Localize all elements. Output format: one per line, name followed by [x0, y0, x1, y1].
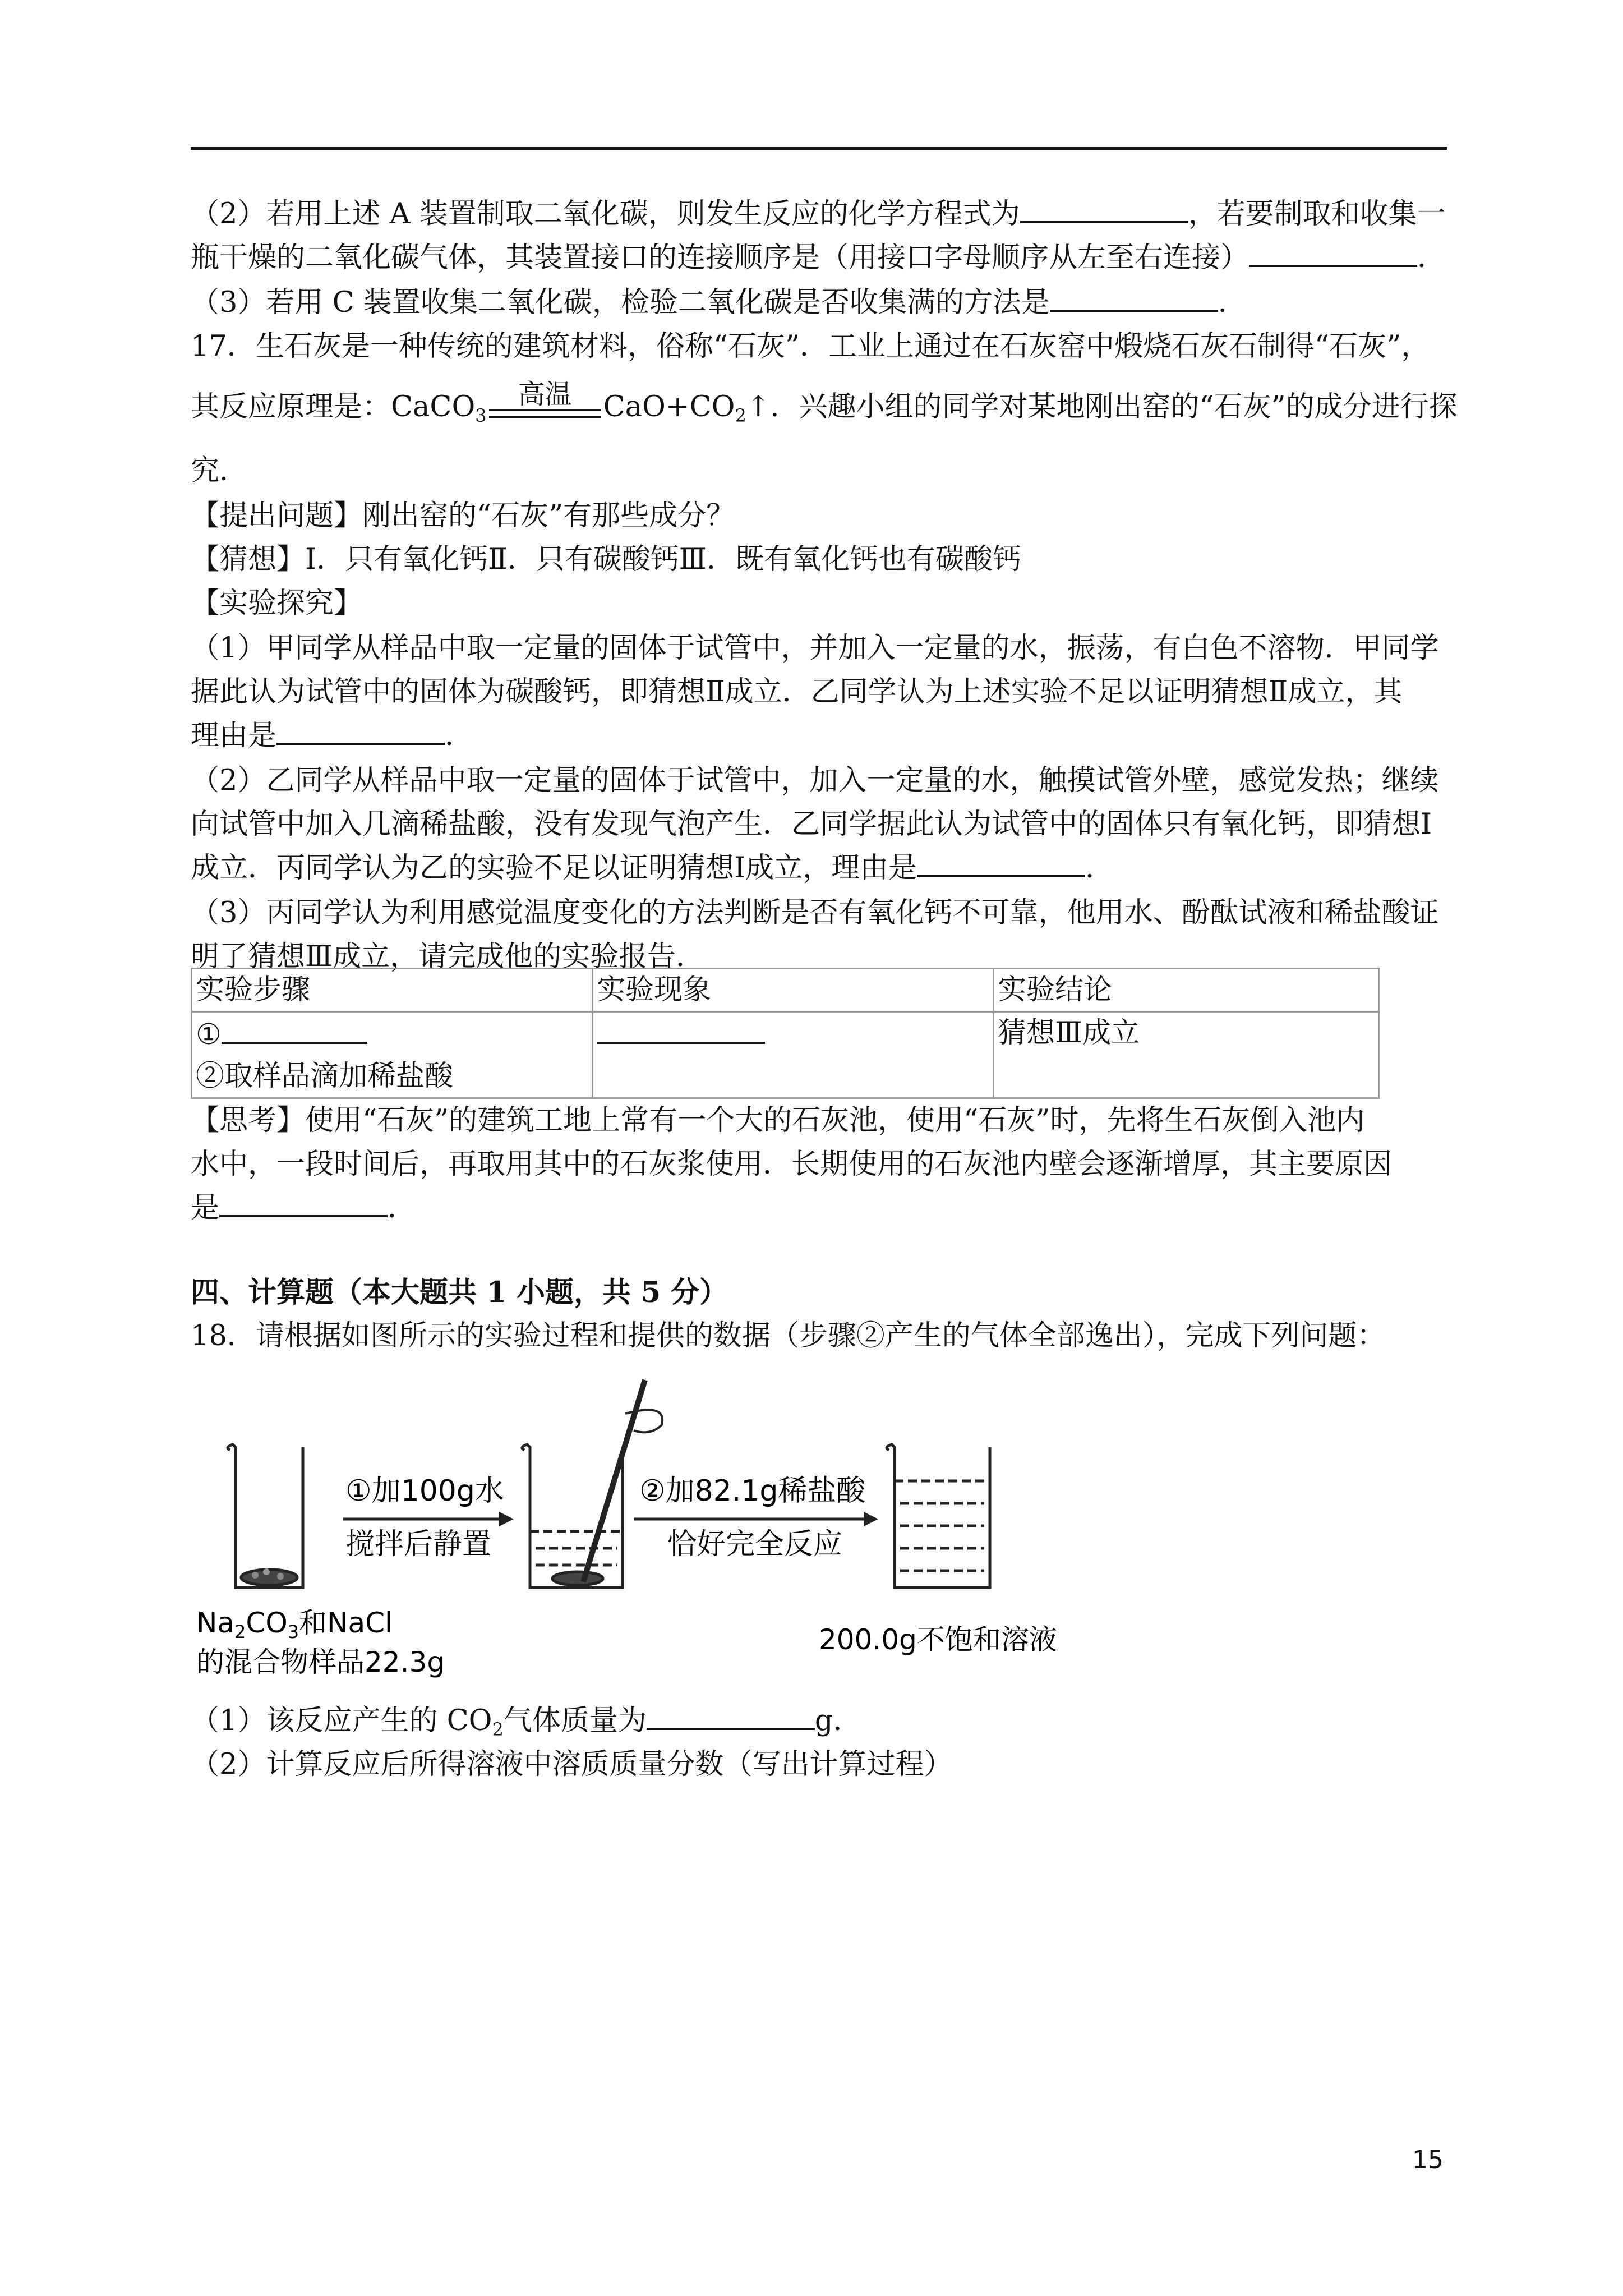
step1-label: ①加100g水: [345, 1474, 504, 1508]
q16-part2-text-c: 瓶干燥的二氧化碳气体，其装置接口的连接顺序是（用接口字母顺序从左至右连接）: [191, 241, 1249, 274]
result-label: 200.0g不饱和溶液: [819, 1623, 1057, 1656]
subscript: 2: [492, 1719, 504, 1740]
answer-blank[interactable]: [917, 846, 1085, 877]
table-row: [192, 1012, 1379, 1098]
q17-e3-line1: （3）丙同学认为利用感觉温度变化的方法判断是否有氧化钙不可靠，他用水、酚酞试液和稀盐酸证: [191, 896, 1439, 930]
answer-blank[interactable]: [219, 1186, 388, 1217]
q17-e1-line1: （1）甲同学从样品中取一定量的固体于试管中，并加入一定量的水，振荡，有白色不溶物．甲同学: [191, 632, 1439, 665]
q17-question: 【提出问题】刚出窑的“石灰”有那些成分？: [191, 499, 735, 532]
reaction-condition: 高温: [518, 379, 572, 410]
q18-unit: g．: [814, 1704, 862, 1737]
experiment-report-table: [191, 968, 1380, 1099]
q17-intro-line1: 17．生石灰是一种传统的建筑材料，俗称“石灰”．工业上通过在石灰窑中煅烧石灰石制得“石灰”，: [191, 330, 1430, 363]
arrow-2: [634, 1474, 878, 1561]
answer-blank[interactable]: [276, 714, 445, 745]
q17-equation-line: [191, 379, 1458, 438]
q17-guess: 【猜想】Ⅰ．只有氧化钙Ⅱ．只有碳酸钙Ⅲ．既有氧化钙也有碳酸钙: [191, 543, 1021, 576]
step1-note: 搅拌后静置: [345, 1527, 492, 1561]
q17-e2-line2: 向试管中加入几滴稀盐酸，没有发现气泡产生．乙同学据此认为试管中的固体只有氧化钙，即猜想Ⅰ: [191, 808, 1432, 841]
q16-part2-text-b: ，若要制取和收集一: [1188, 197, 1446, 231]
q17-e2-line3: 成立．丙同学认为乙的实验不足以证明猜想Ⅰ成立，理由是 ．: [191, 846, 1114, 891]
q17-think-line2: 水中，一段时间后，再取用其中的石灰浆使用．长期使用的石灰池内壁会逐渐增厚，其主要原因: [191, 1148, 1393, 1181]
answer-blank[interactable]: [647, 1699, 815, 1730]
page-number: 15: [1412, 2146, 1444, 2174]
beaker-1: [228, 1444, 303, 1588]
table-cell-conclusion: 猜想Ⅲ成立: [994, 1012, 1379, 1098]
q17-e2-text: 成立．丙同学认为乙的实验不足以证明猜想Ⅰ成立，理由是: [191, 852, 917, 885]
arrow-1: [343, 1474, 514, 1561]
step2-note: 恰好完全反应: [667, 1527, 843, 1561]
q18-part2: （2）计算反应后所得溶液中溶质质量分数（写出计算过程）: [191, 1748, 953, 1781]
q16-part2-line1: [191, 192, 1446, 237]
q16-part3-text: （3）若用 C 装置收集二氧化碳，检验二氧化碳是否收集满的方法是: [191, 286, 1050, 319]
table-cell-steps: [192, 1012, 593, 1098]
q17-e1-line3: 理由是 ．: [191, 714, 473, 758]
q17-think-text: 是: [191, 1191, 220, 1225]
header-rule: [191, 147, 1447, 150]
q16-part2-text: （2）若用上述 A 装置制取二氧化碳，则发生反应的化学方程式为: [191, 197, 1020, 231]
sample-label-line2: 的混合物样品22.3g: [196, 1646, 445, 1678]
equation-reactant: 其反应原理是：CaCO: [191, 390, 476, 424]
q17-e2-line1: （2）乙同学从样品中取一定量的固体于试管中，加入一定量的水，触摸试管外壁，感觉发热；继续: [191, 764, 1439, 797]
q17-think-line1: 【思考】使用“石灰”的建筑工地上常有一个大的石灰池，使用“石灰”时，先将生石灰倒入池内: [191, 1104, 1365, 1137]
sample-label-line1: $Na_2CO_3$和NaCl: [196, 1607, 393, 1642]
q17-e1-text: 理由是: [191, 719, 277, 752]
q17-intro-line3: 究．: [191, 454, 248, 487]
table-cell-phenomenon: [593, 1012, 994, 1098]
answer-blank[interactable]: [1020, 192, 1188, 223]
step-1: ①: [196, 1018, 222, 1051]
section-title: 四、计算题（本大题共 1 小题，共 5 分）: [191, 1276, 728, 1309]
table-header-row: [192, 969, 1379, 1012]
experiment-diagram: [191, 1369, 1099, 1683]
q16-part2-line2: 瓶干燥的二氧化碳气体，其装置接口的连接顺序是（用接口字母顺序从左至右连接） ．: [191, 236, 1446, 280]
q17-think-line3: 是 ．: [191, 1186, 416, 1231]
subscript: 3: [475, 405, 487, 426]
step2-label: ②加82.1g稀盐酸: [639, 1474, 866, 1508]
q17-e1-line2: 据此认为试管中的固体为碳酸钙，即猜想Ⅱ成立．乙同学认为上述实验不足以证明猜想Ⅱ成立，其: [191, 675, 1403, 708]
subscript: 2: [735, 405, 746, 426]
reaction-condition-arrow: [489, 379, 601, 426]
q16-part3: （3）若用 C 装置收集二氧化碳，检验二氧化碳是否收集满的方法是 ．: [191, 280, 1247, 325]
table-header: 实验步骤: [192, 969, 593, 1012]
step-2: ②取样品滴加稀盐酸: [196, 1060, 454, 1093]
q17-e3-line2: 明了猜想Ⅲ成立，请完成他的实验报告．: [191, 940, 705, 973]
answer-blank[interactable]: [597, 1013, 765, 1044]
beaker-3: [887, 1444, 990, 1588]
table-header: 实验结论: [994, 969, 1379, 1012]
answer-blank[interactable]: [1050, 280, 1218, 312]
answer-blank[interactable]: [1249, 236, 1417, 267]
answer-blank[interactable]: [222, 1013, 367, 1044]
equation-tail: ↑．兴趣小组的同学对某地刚出窑的“石灰”的成分进行探: [746, 390, 1458, 424]
q18-part1-text: （1）该反应产生的 CO: [191, 1704, 492, 1737]
table-header: 实验现象: [593, 969, 994, 1012]
q17-explore-heading: 【实验探究】: [191, 587, 363, 620]
q18-part1-text-b: 气体质量为: [503, 1704, 647, 1737]
q18-stem: 18．请根据如图所示的实验过程和提供的数据（步骤②产生的气体全部逸出），完成下列问题：: [191, 1319, 1386, 1352]
equation-products: CaO+CO: [603, 390, 735, 424]
